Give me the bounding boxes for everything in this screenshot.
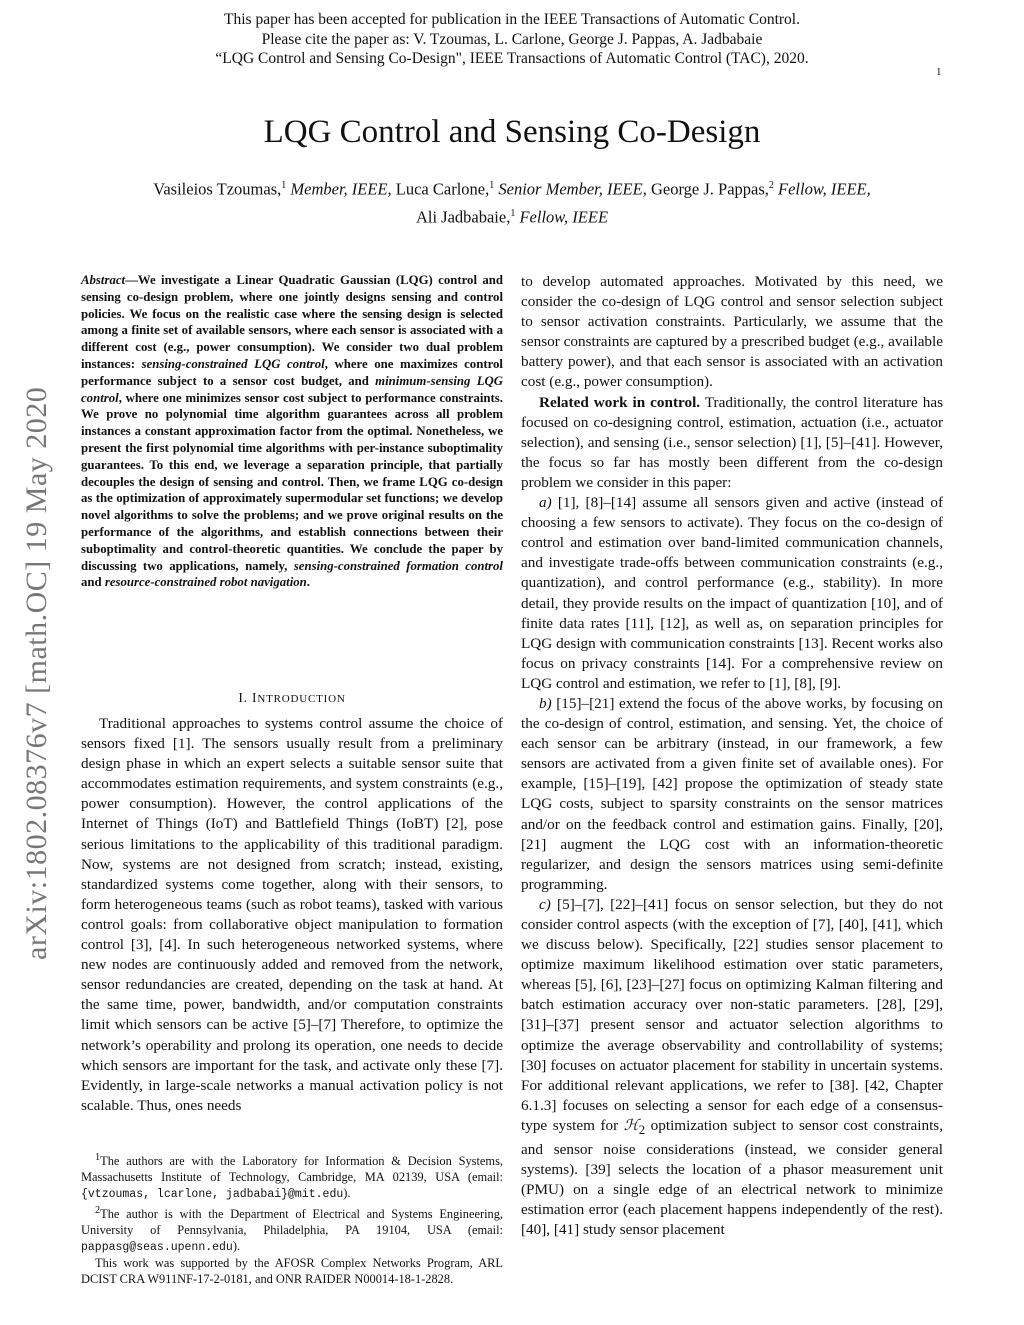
list-label: a) (539, 494, 552, 512)
abstract (81, 272, 503, 591)
author-name: Vasileios Tzoumas, (153, 179, 282, 199)
abstract-emphasis: sensing-constrained LQG control (141, 356, 325, 371)
math-symbol: ℋ (623, 1116, 639, 1134)
page-number: 1 (936, 66, 942, 78)
section-title: NTRODUCTION (257, 693, 346, 705)
author-role: Member, IEEE, (290, 179, 392, 199)
abstract-emphasis: minimum-sensing LQG control (81, 373, 504, 405)
footnote-2 (81, 1203, 503, 1256)
abstract-emphasis: sensing-constrained formation control (293, 558, 503, 573)
footnote-text: ). (232, 1238, 241, 1253)
abstract-label: Abstract (81, 273, 126, 287)
author-affiliation-mark: 1 (489, 180, 495, 191)
notice-line-2: Please cite the paper as: V. Tzoumas, L. Carlone, George J. Pappas, A. Jadbabaie (261, 30, 763, 48)
author-name: George J. Pappas, (650, 179, 769, 199)
arxiv-stamp-text: arXiv:1802.08376v7 [math.OC] 19 May 2020 (20, 386, 53, 960)
section-number: I. I (238, 690, 258, 705)
abstract-text: and (81, 575, 105, 590)
list-label: c) (539, 895, 551, 913)
abstract-emphasis: resource-constrained robot navigation (104, 575, 307, 590)
footnotes (81, 1150, 503, 1288)
paragraph-b (521, 694, 943, 895)
abstract-text: —We investigate a Linear Quadratic Gaussian (LQG) control and sensing co-design problem, where one jointly designs sensing and control policies. We focus on the realistic case where the sensing design is selected among a finite set of available sensors, where each sensor is associated with a different cost (e.g., power consumption). We consider two dual problem instances: (81, 273, 503, 371)
paragraph-text: Traditionally, the control literature has focused on co-designing control, estimation, actuation (i.e., actuator selection), and sensing (i.e., sensor selection) [1], [5]–[41]. However, the focus so far has mostly been different from the co-design problem we consider in this paper: (521, 393, 943, 491)
paragraph-text: [1], [8]–[14] assume all sensors given and active (instead of choosing a few sensors to activate). They focus on the co-design of control and estimation over band-limited communication channels, and investigate trade-offs between communication constraints (e.g., quantization), and control performance (e.g., stability). In more detail, they provide results on the impact of quantization [10], and of finite data rates [11], [12], as well as, on separation principles for LQG design with communication constraints [13]. Recent works also focus on privacy constraints [14]. For a comprehensive review on LQG control and estimation, we refer to [1], [8], [9]. (521, 494, 943, 692)
footnote-text: The author is with the Department of Electrical and Systems Engineering, University of Pennsylvania, Philadelphia, PA 19104, USA (email: (81, 1206, 503, 1237)
section-heading-introduction (81, 690, 503, 706)
paper-title: LQG Control and Sensing Co-Design (263, 114, 761, 150)
right-column (521, 272, 943, 1241)
arxiv-stamp (20, 320, 60, 960)
author-role: Fellow, IEEE, (778, 179, 871, 199)
author-name: Ali Jadbabaie, (415, 207, 511, 226)
author-role: Fellow, IEEE (519, 207, 609, 226)
introduction-text (81, 714, 503, 1116)
footnote-mark: 1 (95, 1152, 101, 1163)
abstract-text: , where one minimizes sensor cost subject to performance constraints. We prove no polynomial time algorithm guarantees across all problem instances a constant approximation factor from the optimal. Nonetheless, we present the first polynomial time algorithms with per-instance suboptimality guarantees. To this end, we leverage a separation principle, that partially decouples the design of sensing and control. Then, we frame LQG co-design as the optimization of approximately supermodular set functions; we develop novel algorithms to solve the problems; and we prove original results on the performance of the algorithms, and establish connections between their suboptimality and control-theoretic quantities. We conclude the paper by discussing two applications, namely, (81, 390, 503, 573)
abstract-text: . (306, 575, 310, 590)
paragraph: to develop automated approaches. Motivated by this need, we consider the co-design of LQG control and sensor selection subject to sensor activation constraints. Particularly, we assume that the sensor constraints are captured by a prescribed budget (e.g., available battery power), and that each sensor is associated with an activation cost (e.g., power consumption). (521, 273, 943, 391)
paragraph-text: [5]–[7], [22]–[41] focus on sensor selection, but they do not consider control aspects (with the exception of [7], [40], [41], which we discuss below). Specifically, [22] studies sensor placement to optimize maximum likelihood estimation over static parameters, whereas [5], [6], [23]–[27] focus on optimizing Kalman filtering and batch estimation accuracy over non-static parameters. [28], [29], [31]–[37] present sensor and actuator selection algorithms to optimize the average observability and controllability of systems; [30] focuses on actuator placement for stability in uncertain systems. For additional relevant applications, we refer to [38]. [42, Chapter 6.1.3] focuses on selecting a sensor for each edge of a consensus-type system for (521, 895, 943, 1134)
paragraph-label: Related work in control. (539, 393, 701, 411)
author-affiliation-mark: 1 (510, 207, 516, 219)
paragraph-a (521, 493, 943, 694)
author-affiliation-mark: 2 (768, 180, 774, 191)
notice-line-1: This paper has been accepted for publication in the IEEE Transactions of Automatic Control. (224, 11, 800, 28)
footnote-text: The authors are with the Laboratory for Information & Decision Systems, Massachusetts Institute of Technology, Cambridge, MA 02139, USA (email: (81, 1154, 503, 1185)
footnote-text: ). (343, 1185, 351, 1200)
author-name: Luca Carlone, (395, 179, 490, 199)
notice-line-3: “LQG Control and Sensing Co-Design", IEEE Transactions of Automatic Control (TAC), 2020. (215, 50, 809, 67)
intro-paragraph: Traditional approaches to systems control assume the choice of sensors fixed [1]. The sensors usually result from a preliminary design phase in which an expert selects a suitable sensor suite that accommodates estimation requirements, and system constraints (e.g., power consumption). However, the control applications of the Internet of Things (IoT) and Battlefield Things (IoBT) [2], pose serious limitations to the applicability of this traditional paradigm. Now, systems are not designed from scratch; instead, existing, standardized systems come together, along with their sensors, to form heterogeneous teams (such as robot teams), tasked with various control goals: from collaborative object manipulation to formation control [3], [4]. In such heterogeneous networked systems, where new nodes are continuously added and removed from the network, sensor redundancies are created, depending on the task at hand. At the same time, power, bandwidth, and/or computation constraints limit which sensors can be active [5]–[7] Therefore, to optimize the network’s operability and prolong its operation, one needs to decide which sensors are important for the task, and activate only these [7]. Evidently, in large-scale networks a manual activation policy is not scalable. Thus, ones needs (81, 715, 503, 1114)
paragraph-related-work (521, 393, 943, 493)
paragraph-text: optimization subject to sensor cost constraints, and sensor noise considerations (instead, we consider general systems). [39] selects the location of a phasor measurement unit (PMU) on a single edge of an electrical network to minimize estimation error (each placement happens independently of the rest). [40], [41] study sensor placement (521, 1116, 944, 1239)
footnote-email: pappasg@seas.upenn.edu (81, 1240, 233, 1254)
publication-notice (0, 10, 1024, 69)
abstract-text: , where one maximizes control performance subject to a sensor cost budget, and (81, 356, 503, 388)
author-role: Senior Member, IEEE, (498, 179, 647, 199)
footnote-mark: 2 (95, 1204, 101, 1216)
math-subscript: 2 (638, 1122, 646, 1137)
paragraph-c (521, 895, 943, 1241)
footnote-1 (81, 1150, 503, 1203)
list-label: b) (539, 694, 552, 712)
footnote-email: {vtzoumas, lcarlone, jadbabai}@mit.edu (81, 1187, 344, 1201)
footnote-funding: This work was supported by the AFOSR Complex Networks Program, ARL DCIST CRA W911NF-17-2-0181, and ONR RAIDER N00014-18-1-2828. (81, 1255, 503, 1286)
paragraph-text: [15]–[21] extend the focus of the above works, by focusing on the co-design of control, estimation, and sensing. Yet, the choice of each sensor can be arbitrary (instead, in our framework, a few sensors are activated from a given finite set of available ones). For example, [15]–[19], [42] propose the optimization of steady state LQG costs, subject to sparsity constraints on the sensor matrices and/or on the feedback control and estimation gains. Finally, [20], [21] augment the LQG cost with an information-theoretic regularizer, and design the sensors matrices using semi-definite programming. (521, 694, 943, 893)
author-affiliation-mark: 1 (281, 180, 287, 191)
author-list (40, 174, 984, 229)
